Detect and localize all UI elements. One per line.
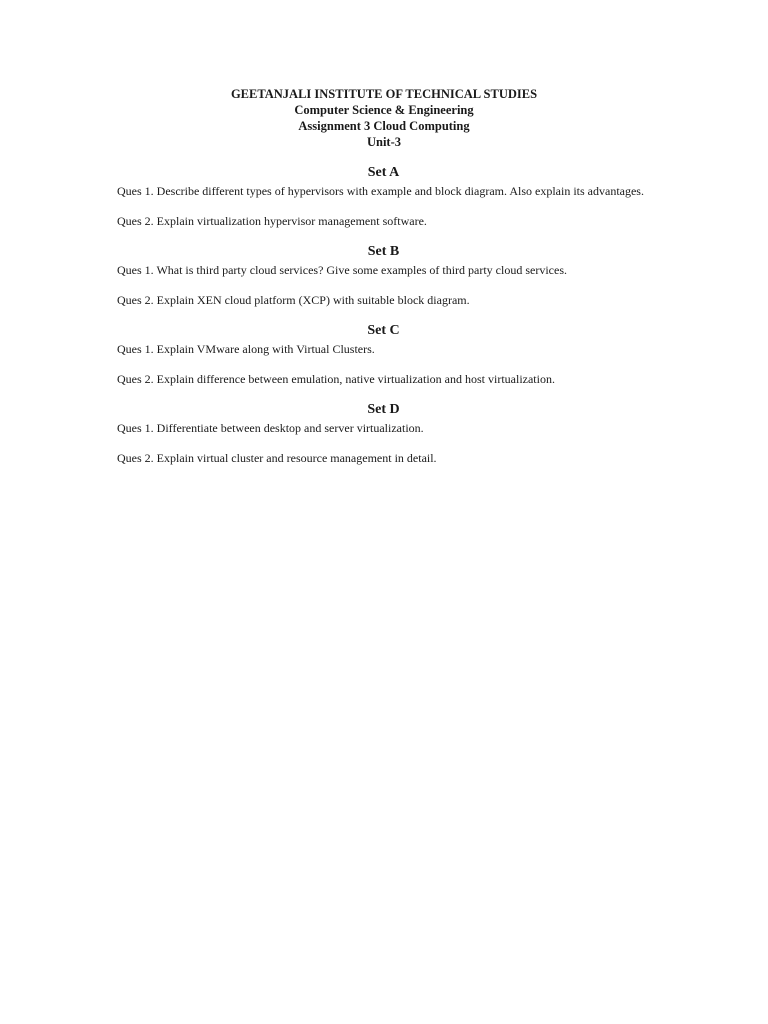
set-b-heading: Set B [367, 244, 400, 259]
unit-label: Unit-3 [366, 135, 402, 149]
institute-name: GEETANJALI INSTITUTE OF TECHNICAL STUDIES [230, 87, 538, 101]
set-c [117, 323, 650, 387]
set-d [117, 402, 650, 466]
set-b-question-1: Ques 1. What is third party cloud services? Give some examples of third party cloud services. [117, 263, 567, 277]
set-c-question-2: Ques 2. Explain difference between emulation, native virtualization and host virtualization. [117, 372, 555, 386]
set-a-question-1: Ques 1. Describe different types of hypervisors with example and block diagram. Also explain its advantages. [117, 184, 644, 198]
set-a [117, 165, 650, 229]
assignment-content [117, 165, 650, 481]
set-c-question-1: Ques 1. Explain VMware along with Virtual Clusters. [117, 342, 375, 356]
set-d-question-2: Ques 2. Explain virtual cluster and resource management in detail. [117, 451, 437, 465]
document-header [0, 86, 768, 150]
set-a-question-2: Ques 2. Explain virtualization hypervisor management software. [117, 214, 427, 228]
set-d-heading: Set D [367, 402, 400, 417]
assignment-title: Assignment 3 Cloud Computing [298, 119, 470, 133]
set-c-heading: Set C [367, 323, 400, 338]
set-d-question-1: Ques 1. Differentiate between desktop and server virtualization. [117, 421, 424, 435]
set-b [117, 244, 650, 308]
set-a-heading: Set A [367, 165, 400, 180]
department-name: Computer Science & Engineering [294, 103, 474, 117]
set-b-question-2: Ques 2. Explain XEN cloud platform (XCP) with suitable block diagram. [117, 293, 470, 307]
